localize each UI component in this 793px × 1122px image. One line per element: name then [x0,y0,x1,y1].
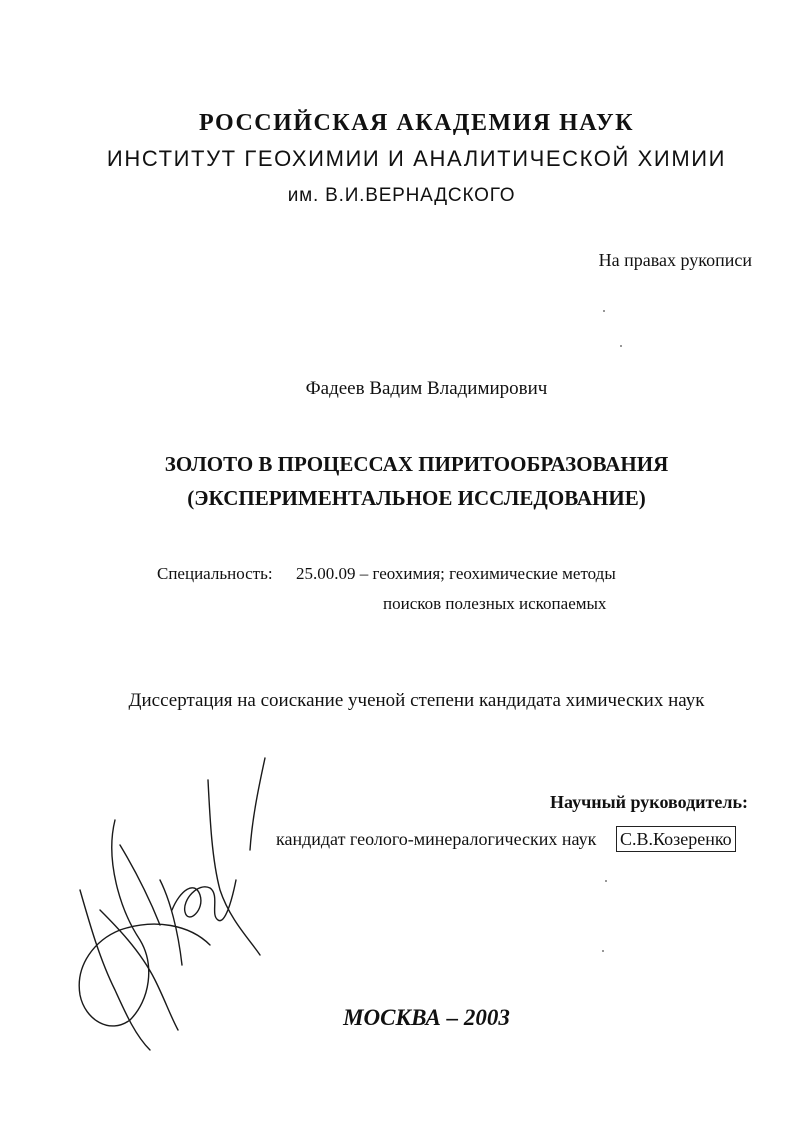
thesis-title-line-1: ЗОЛОТО В ПРОЦЕССАХ ПИРИТООБРАЗОВАНИЯ [164,452,669,476]
supervisor-heading: Научный руководитель: [550,792,748,812]
signature-stroke-mid [160,880,182,965]
author-name: Фадеев Вадим Владимирович [305,378,548,399]
institute-name: ИНСТИТУТ ГЕОХИМИИ И АНАЛИТИЧЕСКОЙ ХИМИИ [106,146,727,171]
dissertation-statement: Диссертация на соискание ученой степени кандидата химических наук [128,690,705,711]
scan-speck [603,310,605,312]
manuscript-note: На правах рукописи [598,250,752,270]
specialty-label: Специальность: [157,564,273,583]
signature-stroke-cursive [172,880,236,921]
specialty-code-line-2: поисков полезных ископаемых [383,594,607,613]
signature-stroke-loop [79,820,210,1026]
academy-name: РОССИЙСКАЯ АКАДЕМИЯ НАУК [198,110,635,136]
scan-speck [620,345,622,347]
scan-speck [605,880,607,882]
specialty-code-line-1: 25.00.09 – геохимия; геохимические методы [296,564,616,583]
scan-speck [602,950,604,952]
institute-named-after: им. В.И.ВЕРНАДСКОГО [287,185,516,206]
signature-stroke-right [208,780,260,955]
city-year: МОСКВА – 2003 [343,1005,510,1030]
supervisor-degree: кандидат геолого-минералогических наук [276,829,597,849]
thesis-title-line-2: (ЭКСПЕРИМЕНТАЛЬНОЕ ИССЛЕДОВАНИЕ) [187,486,646,510]
signature-stroke-top [250,758,265,850]
supervisor-name-box: С.В.Козеренко [616,826,736,852]
